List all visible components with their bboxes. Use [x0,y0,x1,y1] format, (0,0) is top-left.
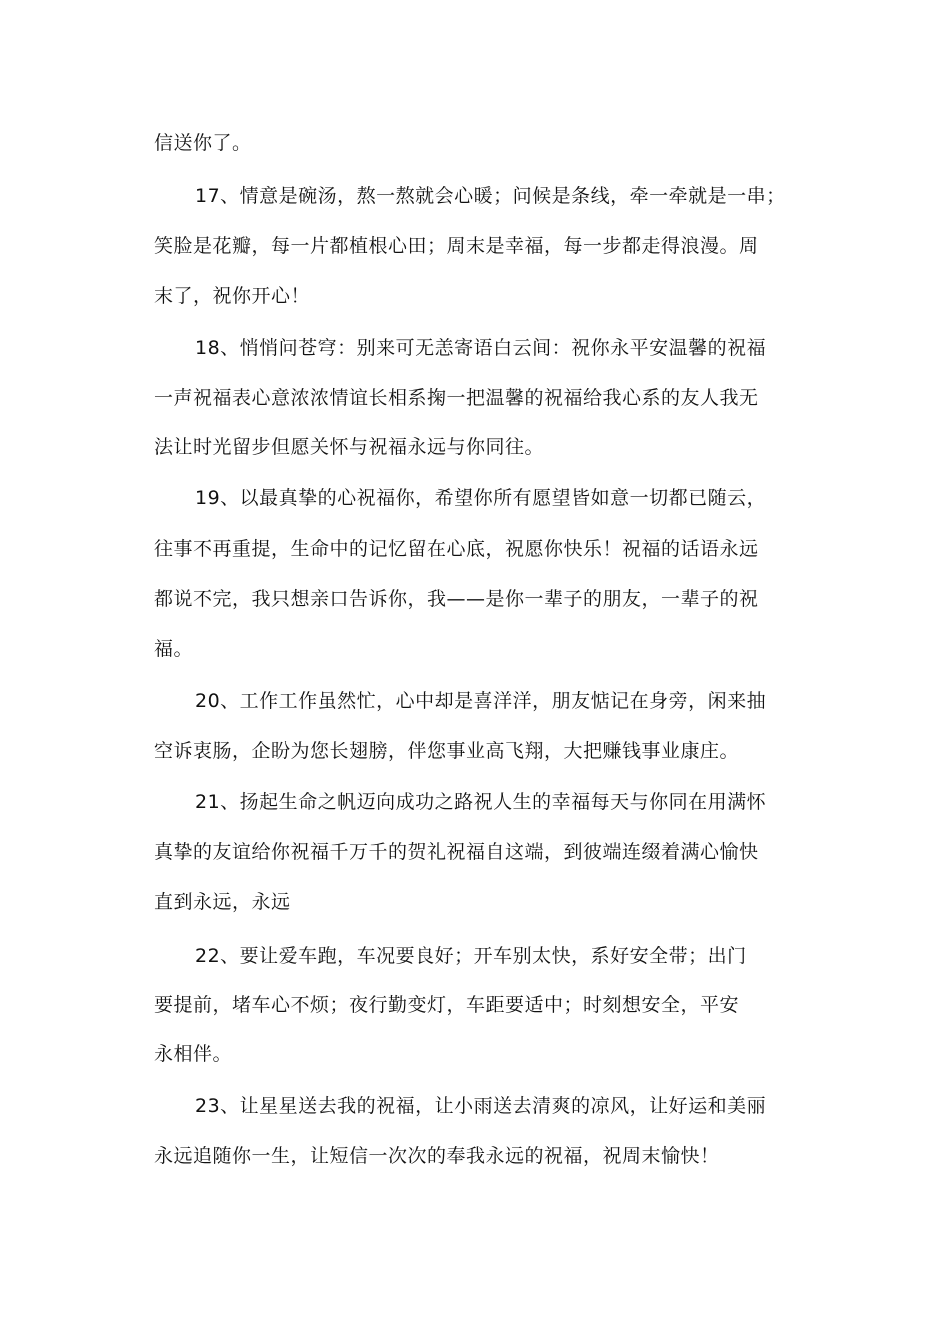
paragraph-21-line-3: 直到永远，永远 [154,891,291,913]
paragraph-22-line-1: 22、要让爱车跑，车况要良好；开车别太快，系好安全带；出门 [195,945,747,967]
paragraph-21-line-2: 真挚的友谊给你祝福千万千的贺礼祝福自这端，到彼端连缀着满心愉快 [154,841,759,863]
paragraph-18-line-1: 18、悄悄问苍穹：别来可无恙寄语白云间：祝你永平安温馨的祝福 [195,337,767,359]
paragraph-19-line-1: 19、以最真挚的心祝福你，希望你所有愿望皆如意一切都已随云， [195,487,767,509]
paragraph-23-line-2: 永远追随你一生，让短信一次次的奉我永远的祝福，祝周末愉快！ [154,1145,720,1167]
paragraph-20-line-2: 空诉衷肠，企盼为您长翅膀，伴您事业高飞翔，大把赚钱事业康庄。 [154,740,740,762]
paragraph-19-line-3: 都说不完，我只想亲口告诉你，我——是你一辈子的朋友，一辈子的祝 [154,588,759,610]
paragraph-23-line-1: 23、让星星送去我的祝福，让小雨送去清爽的凉风，让好运和美丽 [195,1095,767,1117]
text-line: 信送你了。 [154,132,252,154]
paragraph-21-line-1: 21、扬起生命之帆迈向成功之路祝人生的幸福每天与你同在用满怀 [195,791,767,813]
paragraph-19-line-4: 福。 [154,638,194,660]
paragraph-22-line-2: 要提前，堵车心不烦；夜行勤变灯，车距要适中；时刻想安全，平安 [154,994,740,1016]
paragraph-18-line-3: 法让时光留步但愿关怀与祝福永远与你同往。 [154,436,545,458]
paragraph-19-line-2: 往事不再重提，生命中的记忆留在心底，祝愿你快乐！祝福的话语永远 [154,538,759,560]
paragraph-17-line-2: 笑脸是花瓣，每一片都植根心田；周末是幸福，每一步都走得浪漫。周 [154,235,759,257]
paragraph-18-line-2: 一声祝福表心意浓浓情谊长相系掬一把温馨的祝福给我心系的友人我无 [154,387,759,409]
paragraph-22-line-3: 永相伴。 [154,1043,233,1065]
paragraph-20-line-1: 20、工作工作虽然忙，心中却是喜洋洋，朋友惦记在身旁，闲来抽 [195,690,767,712]
paragraph-17-line-1: 17、情意是碗汤，熬一熬就会心暖；问候是条线，牵一牵就是一串； [195,185,786,207]
paragraph-17-line-3: 末了，祝你开心！ [154,285,311,307]
